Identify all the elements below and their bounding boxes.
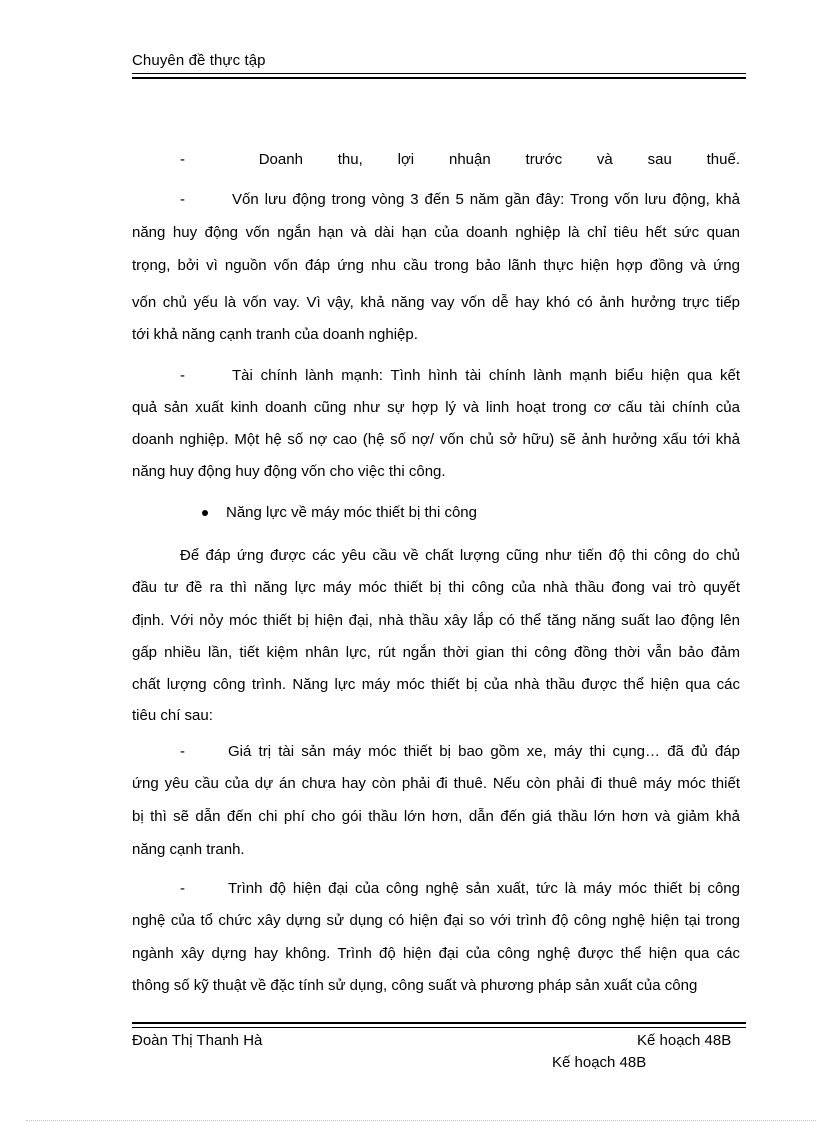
paragraph-finance-line: Tài chính lành mạnh: Tình hình tài chính lành mạnh biểu hiện qua kết (232, 367, 740, 384)
header-rule-thin (132, 73, 746, 74)
paragraph-technology-line: thông số kỹ thuật về đặc tính sử dụng, công suất và phương pháp sản xuất của công (132, 977, 698, 994)
paragraph-working-capital-line: tới khả năng cạnh tranh của doanh nghiệp. (132, 326, 418, 343)
revenue-line: Doanh thu, lợi nhuận trước và sau thuế. (258, 151, 740, 168)
list-dash: - (180, 191, 185, 208)
bullet-icon (202, 510, 208, 516)
list-dash: - (180, 151, 185, 168)
section-heading-equipment: Năng lực về máy móc thiết bị thi công (226, 504, 477, 521)
paragraph-technology-line: Trình độ hiện đại của công nghệ sản xuất, tức là máy móc thiết bị công (228, 880, 740, 897)
footer-rule-thick (132, 1022, 746, 1024)
paragraph-finance-line: doanh nghiệp. Một hệ số nợ cao (hệ số nợ/ vốn chủ sở hữu) sẽ ảnh hưởng xấu tới khả (132, 431, 740, 448)
paragraph-equipment-line: gấp nhiều lần, tiết kiệm nhân lực, rút ngắn thời gian thi công đồng thời vẫn bảo đảm (132, 644, 740, 661)
footer-author: Đoàn Thị Thanh Hà (132, 1032, 263, 1049)
list-dash: - (180, 743, 185, 760)
paragraph-working-capital-line: trọng, bởi vì nguồn vốn đáp ứng nhu cầu trong bảo lãnh thực hiện hợp đồng và ứng (132, 257, 740, 274)
paragraph-finance-line: quả sản xuất kinh doanh cũng như sự hợp lý và linh hoạt trong cơ cấu tài chính của (132, 399, 740, 416)
paragraph-working-capital-line: Vốn lưu động trong vòng 3 đến 5 năm gần đây: Trong vốn lưu động, khả (232, 191, 740, 208)
page-header-title: Chuyên đề thực tập (132, 52, 266, 69)
paragraph-revenue (180, 149, 740, 171)
footer-course-repeat: Kế hoạch 48B (552, 1054, 647, 1071)
paragraph-asset-value-line: bị thì sẽ dẫn đến chi phí cho gói thầu lớn hơn, dẫn đến giá thầu lớn hơn và giảm khả (132, 808, 740, 825)
paragraph-technology-line: ngành xây dựng hay không. Trình độ hiện đại của công nghệ được thể hiện qua các (132, 945, 740, 962)
footer-course: Kế hoạch 48B (637, 1032, 732, 1049)
paragraph-equipment-line: đầu tư đề ra thì năng lực máy móc thiết bị thi công của nhà thầu đong vai trò quyết (132, 579, 740, 596)
paragraph-technology-line: nghệ của tổ chức xây dựng sử dụng có hiện đại so với trình độ công nghệ hiện tại trong (132, 912, 740, 929)
footer-rule-thin (132, 1027, 746, 1028)
paragraph-equipment-line: chất lượng công trình. Năng lực máy móc thiết bị của nhà thầu được thể hiện qua các (132, 676, 740, 693)
paragraph-asset-value-line: năng cạnh tranh. (132, 841, 245, 858)
paragraph-finance-line: năng huy động huy động vốn cho việc thi công. (132, 463, 446, 480)
paragraph-working-capital-line: vốn chủ yếu là vốn vay. Vì vậy, khả năng vay vốn dễ hay khó có ảnh hưởng trực tiếp (132, 294, 740, 311)
list-dash: - (180, 367, 185, 384)
paragraph-equipment-line: định. Với nỏy móc thiết bị hiện đại, nhà thầu xây lắp có thể tăng năng suất lao động lên (132, 612, 740, 629)
page-bottom-edge (26, 1120, 816, 1121)
header-rule-thick (132, 77, 746, 79)
paragraph-asset-value-line: ứng yêu cầu của dự án chưa hay còn phải đi thuê. Nếu còn phải đi thuê máy móc thiết (132, 775, 740, 792)
paragraph-asset-value-line: Giá trị tài sản máy móc thiết bị bao gồm xe, máy thi cụng… đã đủ đáp (228, 743, 740, 760)
paragraph-equipment-line: Để đáp ứng được các yêu cầu về chất lượng cũng như tiến độ thi công do chủ (180, 547, 740, 564)
list-dash: - (180, 880, 185, 897)
paragraph-equipment-line: tiêu chí sau: (132, 707, 213, 724)
paragraph-working-capital-line: năng huy động vốn ngắn hạn và dài hạn của doanh nghiệp là chỉ tiêu hết sức quan (132, 224, 740, 241)
